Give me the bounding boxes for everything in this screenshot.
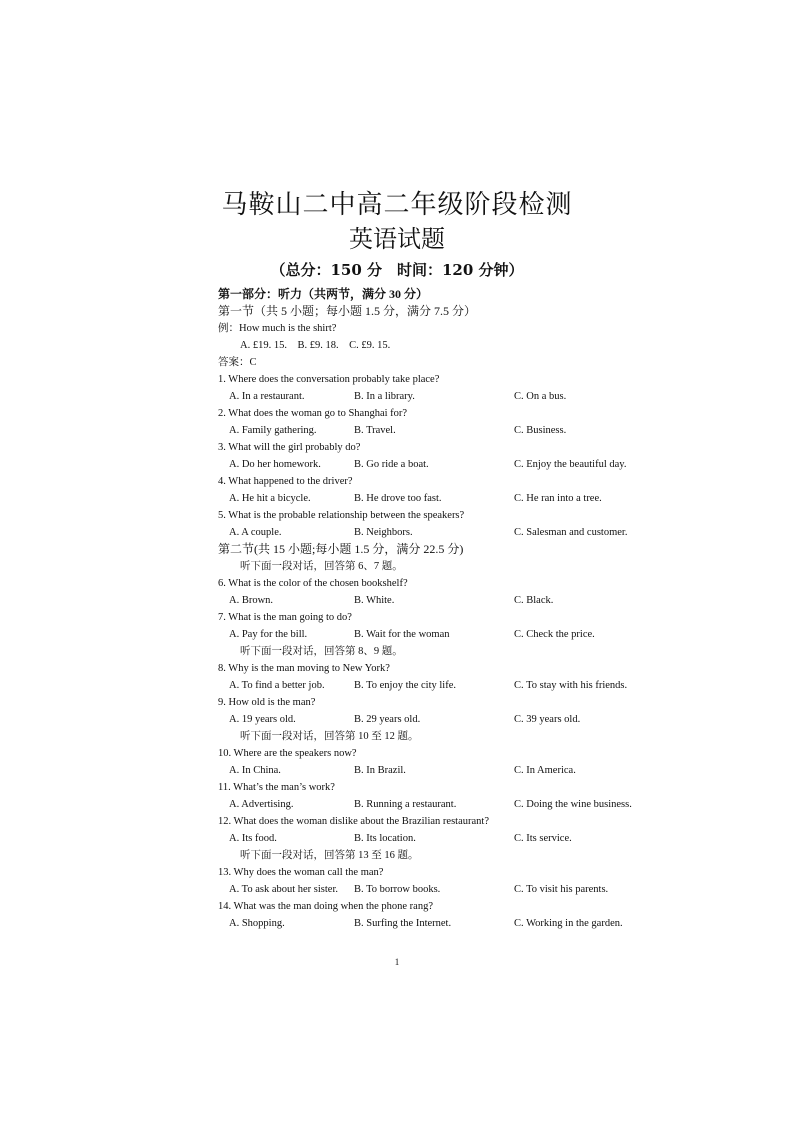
exam-subject-title: 英语试题 [349,225,445,253]
section-heading: 第一节（共 5 小题；每小题 1.5 分，满分 7.5 分） [218,304,477,318]
option-a: A. Shopping. [229,918,285,929]
question-text: 12. What does the woman dislike about the Brazilian restaurant? [218,816,489,827]
option-c: C. Check the price. [514,629,595,640]
option-b: B. To enjoy the city life. [354,680,457,691]
option-b: B. Surfing the Internet. [354,918,452,929]
option-c: C. Enjoy the beautiful day. [514,459,627,470]
section-heading: 第二节(共 15 小题;每小题 1.5 分，满分 22.5 分) [218,542,464,556]
option-c: C. To visit his parents. [514,884,609,895]
option-a: A. In a restaurant. [229,391,305,402]
listening-instruction: 听下面一段对话，回答第 6、7 题。 [240,561,403,572]
question-text: 6. What is the color of the chosen bookshelf? [218,578,408,589]
question-options [218,592,658,609]
page-number: 1 [394,957,400,967]
question-options [218,422,658,439]
option-a: A. Pay for the bill. [229,629,308,640]
option-a: A. In China. [229,765,281,776]
option-c: C. He ran into a tree. [514,493,602,504]
option-c: C. In America. [514,765,576,776]
option-c: C. Salesman and customer. [514,527,628,538]
question-options [218,711,658,728]
option-a: A. Family gathering. [229,425,317,436]
option-b: B. Wait for the woman [354,629,450,640]
question-text: 13. Why does the woman call the man? [218,867,384,878]
question-options [218,490,658,507]
option-c: C. 39 years old. [514,714,581,725]
option-b: B. In Brazil. [354,765,406,776]
option-a: A. A couple. [229,527,282,538]
option-a: A. Advertising. [229,799,294,810]
question-text: 1. Where does the conversation probably take place? [218,374,440,385]
question-options [218,881,658,898]
example-question: 例：How much is the shirt? [218,323,337,334]
listening-instruction: 听下面一段对话，回答第 10 至 12 题。 [240,731,419,742]
option-a: A. Do her homework. [229,459,321,470]
exam-content [218,286,658,932]
option-b: B. Running a restaurant. [354,799,457,810]
example-answer: 答案：C [218,357,257,368]
question-options [218,524,658,541]
option-b: B. Travel. [354,425,396,436]
option-a: A. Its food. [229,833,277,844]
option-b: B. To borrow books. [354,884,441,895]
option-a: A. 19 years old. [229,714,296,725]
option-b: B. Neighbors. [354,527,413,538]
question-options [218,456,658,473]
option-c: C. Black. [514,595,554,606]
option-c: C. Doing the wine business. [514,799,632,810]
exam-school-title: 马鞍山二中高二年级阶段检测 [221,190,573,220]
option-b: B. White. [354,595,395,606]
question-options [218,830,658,847]
question-options [218,677,658,694]
question-text: 7. What is the man going to do? [218,612,352,623]
question-text: 10. Where are the speakers now? [218,748,357,759]
option-a: A. He hit a bicycle. [229,493,311,504]
example-options: A. £19. 15. B. £9. 18. C. £9. 15. [240,340,391,351]
question-text: 14. What was the man doing when the phone rang? [218,901,433,912]
option-b: B. Go ride a boat. [354,459,429,470]
question-text: 11. What’s the man’s work? [218,782,335,793]
listening-instruction: 听下面一段对话，回答第 8、9 题。 [240,646,403,657]
option-b: B. 29 years old. [354,714,421,725]
question-options [218,388,658,405]
question-options [218,626,658,643]
question-text: 2. What does the woman go to Shanghai for? [218,408,408,419]
question-text: 8. Why is the man moving to New York? [218,663,390,674]
question-options [218,796,658,813]
option-a: A. To find a better job. [229,680,325,691]
option-c: C. Business. [514,425,567,436]
question-text: 4. What happened to the driver? [218,476,353,487]
option-b: B. Its location. [354,833,416,844]
option-b: B. He drove too fast. [354,493,442,504]
option-b: B. In a library. [354,391,415,402]
part-heading: 第一部分：听力（共两节，满分 30 分） [218,287,429,301]
exam-meta: （总分：150 分 时间：120 分钟） [270,261,524,279]
option-a: A. To ask about her sister. [229,884,339,895]
option-c: C. On a bus. [514,391,567,402]
option-c: C. Its service. [514,833,572,844]
question-options [218,762,658,779]
question-text: 5. What is the probable relationship between the speakers? [218,510,465,521]
option-a: A. Brown. [229,595,274,606]
option-c: C. Working in the garden. [514,918,623,929]
option-c: C. To stay with his friends. [514,680,628,691]
question-text: 9. How old is the man? [218,697,316,708]
listening-instruction: 听下面一段对话，回答第 13 至 16 题。 [240,850,419,861]
question-options [218,915,658,932]
question-text: 3. What will the girl probably do? [218,442,361,453]
